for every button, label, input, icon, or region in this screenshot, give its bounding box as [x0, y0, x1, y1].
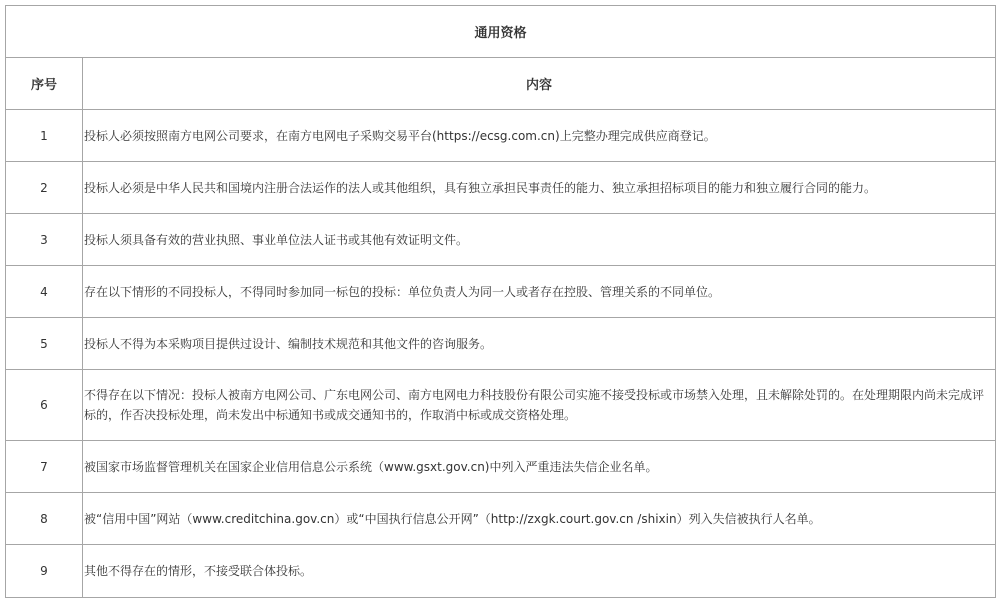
- row-index: 7: [6, 441, 83, 493]
- header-index: 序号: [6, 58, 83, 110]
- table-row: [6, 441, 996, 493]
- qualification-table: [5, 5, 996, 598]
- row-index: 2: [6, 162, 83, 214]
- row-content: 投标人必须按照南方电网公司要求，在南方电网电子采购交易平台(https://ecsg.com.cn)上完整办理完成供应商登记。: [83, 110, 996, 162]
- row-content: 被“信用中国”网站（www.creditchina.gov.cn）或“中国执行信息公开网”（http://zxgk.court.gov.cn /shixin）列入失信被执行人名单。: [83, 493, 996, 545]
- table-row: [6, 110, 996, 162]
- header-content: 内容: [83, 58, 996, 110]
- row-content: 存在以下情形的不同投标人，不得同时参加同一标包的投标：单位负责人为同一人或者存在控股、管理关系的不同单位。: [83, 266, 996, 318]
- table-row: [6, 214, 996, 266]
- table-row: [6, 493, 996, 545]
- qualification-table-container: [5, 5, 995, 598]
- row-content: 其他不得存在的情形，不接受联合体投标。: [83, 545, 996, 598]
- row-index: 4: [6, 266, 83, 318]
- table-row: [6, 318, 996, 370]
- table-caption-row: [6, 6, 996, 58]
- row-index: 1: [6, 110, 83, 162]
- row-content: 被国家市场监督管理机关在国家企业信用信息公示系统（www.gsxt.gov.cn)中列入严重违法失信企业名单。: [83, 441, 996, 493]
- row-content: 投标人不得为本采购项目提供过设计、编制技术规范和其他文件的咨询服务。: [83, 318, 996, 370]
- row-index: 3: [6, 214, 83, 266]
- table-row: [6, 370, 996, 441]
- row-index: 9: [6, 545, 83, 598]
- row-content: 投标人须具备有效的营业执照、事业单位法人证书或其他有效证明文件。: [83, 214, 996, 266]
- table-row: [6, 545, 996, 598]
- table-header-row: [6, 58, 996, 110]
- table-row: [6, 162, 996, 214]
- table-title: 通用资格: [6, 6, 996, 58]
- row-index: 6: [6, 370, 83, 441]
- row-content: 投标人必须是中华人民共和国境内注册合法运作的法人或其他组织，具有独立承担民事责任的能力、独立承担招标项目的能力和独立履行合同的能力。: [83, 162, 996, 214]
- table-row: [6, 266, 996, 318]
- row-content: 不得存在以下情况：投标人被南方电网公司、广东电网公司、南方电网电力科技股份有限公司实施不接受投标或市场禁入处理，且未解除处罚的。在处理期限内尚未完成评标的，作否决投标处理，尚未发出中标通知书或成交通知书的，作取消中标或成交资格处理。: [83, 370, 996, 441]
- row-index: 8: [6, 493, 83, 545]
- row-index: 5: [6, 318, 83, 370]
